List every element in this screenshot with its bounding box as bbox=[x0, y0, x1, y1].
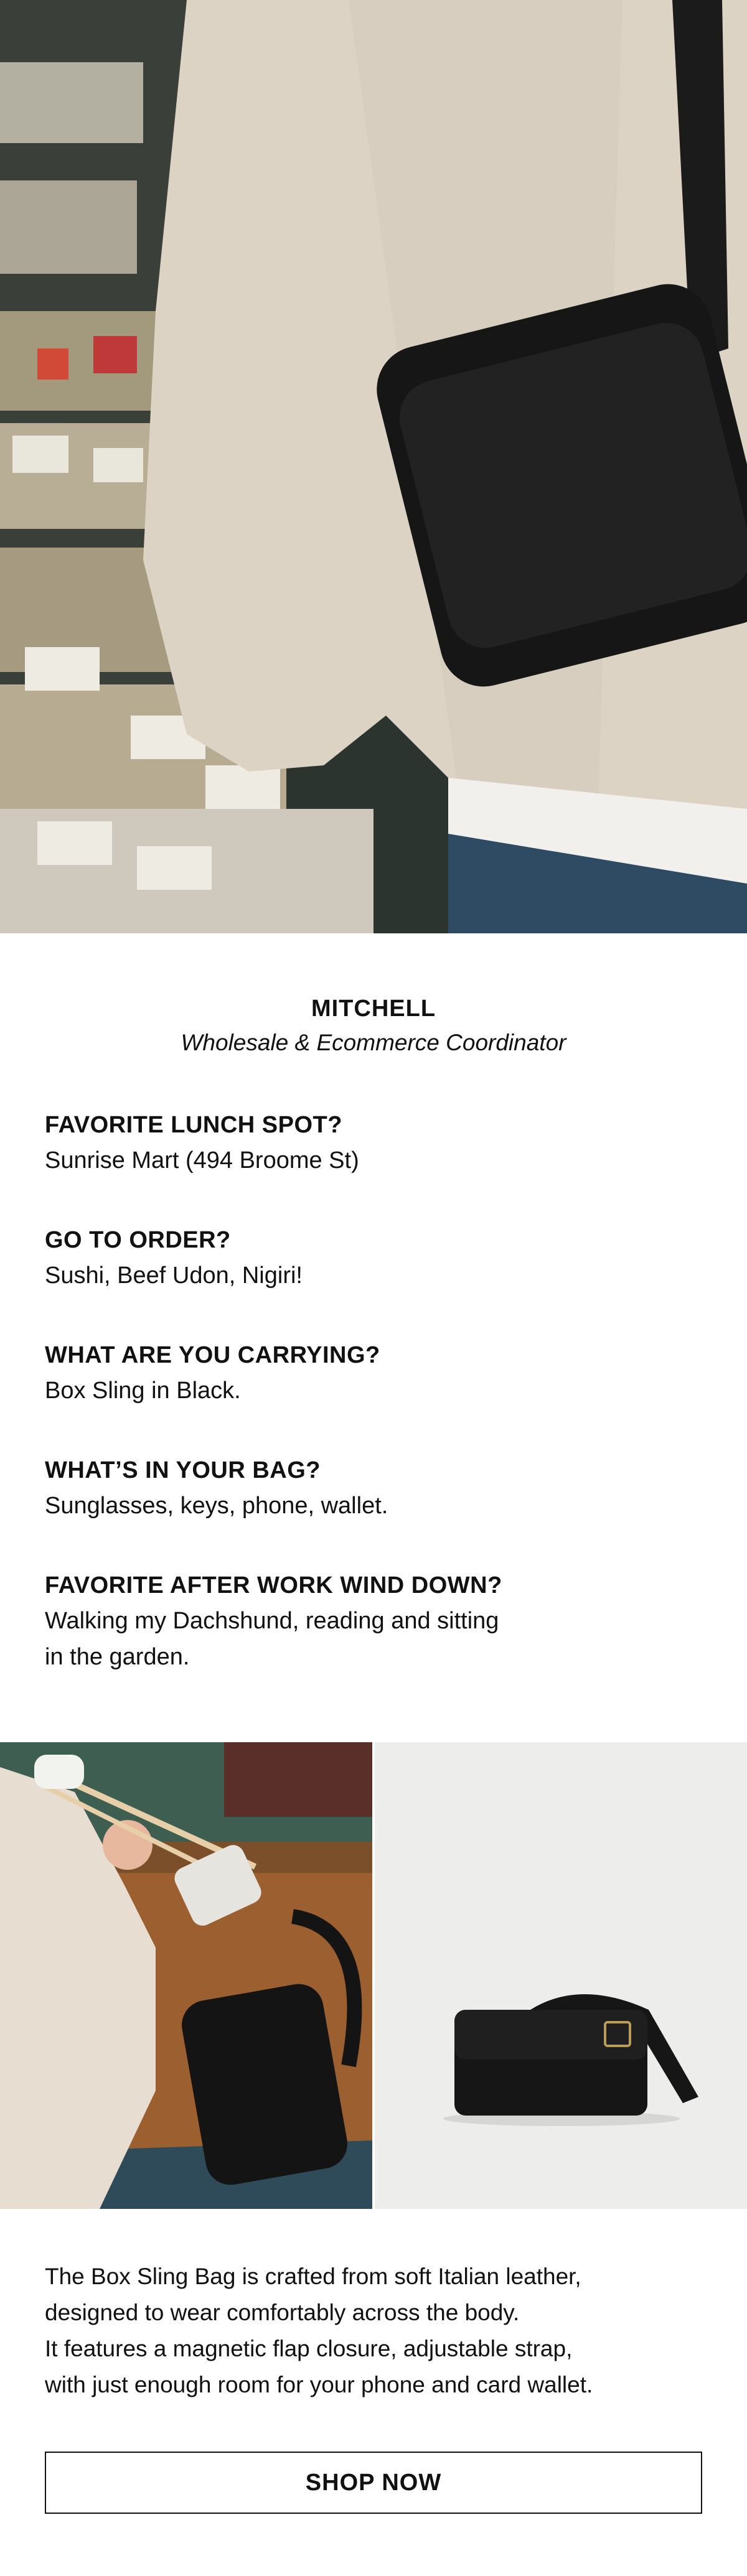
hero-photo bbox=[0, 0, 747, 933]
qa-answer: Sunglasses, keys, phone, wallet. bbox=[45, 1493, 388, 1519]
product-photo bbox=[375, 1742, 747, 2209]
profile-section bbox=[0, 933, 747, 1742]
qa-answer: Box Sling in Black. bbox=[45, 1378, 241, 1404]
product-description bbox=[45, 2259, 705, 2403]
qa-question: WHAT’S IN YOUR BAG? bbox=[45, 1457, 321, 1483]
employee-name: MITCHELL bbox=[311, 996, 436, 1022]
qa-item bbox=[45, 1223, 593, 1294]
qa-answer: Sunrise Mart (494 Broome St) bbox=[45, 1147, 359, 1174]
qa-item bbox=[45, 1568, 593, 1675]
qa-answer-line: Walking my Dachshund, reading and sitting bbox=[45, 1608, 499, 1634]
product-illustration bbox=[375, 1742, 747, 2209]
qa-question: FAVORITE AFTER WORK WIND DOWN? bbox=[45, 1572, 502, 1598]
qa-item bbox=[45, 1453, 593, 1524]
qa-question: GO TO ORDER? bbox=[45, 1227, 231, 1253]
qa-item bbox=[45, 1338, 593, 1409]
description-line: with just enough room for your phone and card wallet. bbox=[45, 2372, 593, 2397]
employee-role: Wholesale & Ecommerce Coordinator bbox=[181, 1030, 566, 1055]
description-line: It features a magnetic flap closure, adjustable strap, bbox=[45, 2336, 573, 2361]
description-line: The Box Sling Bag is crafted from soft Italian leather, bbox=[45, 2264, 581, 2289]
qa-item bbox=[45, 1108, 593, 1178]
qa-question: WHAT ARE YOU CARRYING? bbox=[45, 1342, 380, 1368]
qa-question: FAVORITE LUNCH SPOT? bbox=[45, 1112, 342, 1138]
lifestyle-illustration bbox=[0, 1742, 372, 2209]
lifestyle-photo bbox=[0, 1742, 372, 2209]
qa-answer: Sushi, Beef Udon, Nigiri! bbox=[45, 1262, 303, 1289]
hero-illustration bbox=[0, 0, 747, 933]
image-split bbox=[0, 1742, 747, 2209]
description-line: designed to wear comfortably across the body. bbox=[45, 2300, 520, 2325]
qa-answer-line: in the garden. bbox=[45, 1644, 190, 1670]
shop-now-button[interactable]: SHOP NOW bbox=[45, 2452, 702, 2514]
